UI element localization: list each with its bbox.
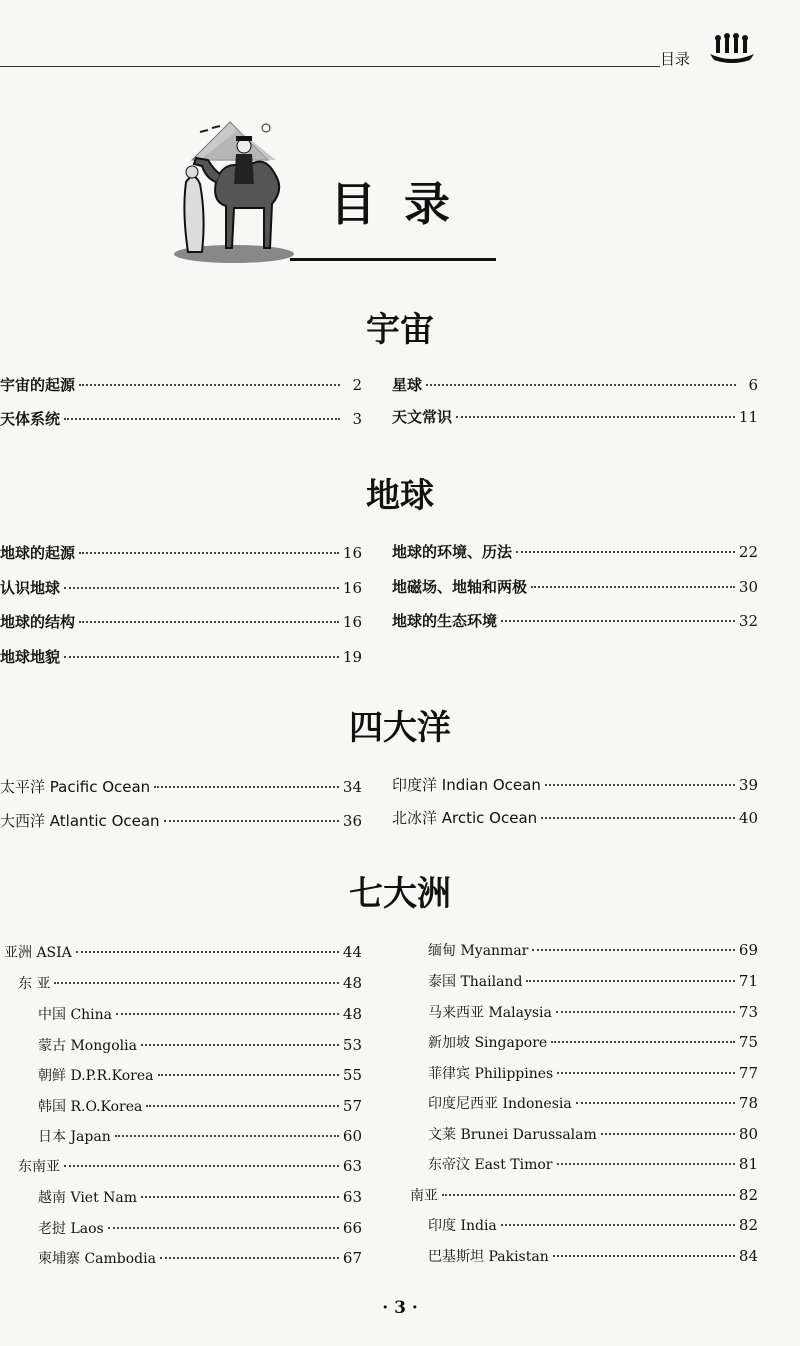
entry-label: 新加坡 Singapore bbox=[428, 1035, 548, 1051]
toc-entry[interactable] bbox=[38, 1248, 362, 1270]
entry-page: 34 bbox=[342, 778, 362, 796]
entry-label: 南亚 bbox=[410, 1188, 438, 1204]
entry-page: 36 bbox=[342, 812, 362, 830]
entry-page: 82 bbox=[738, 1186, 758, 1204]
entry-label: 缅甸 Myanmar bbox=[428, 943, 529, 959]
entry-label: 地球的起源 bbox=[0, 544, 76, 562]
entry-label: 日本 Japan bbox=[38, 1129, 111, 1145]
entry-page: 53 bbox=[342, 1036, 362, 1054]
dot-leader bbox=[551, 1041, 735, 1043]
toc-entry[interactable] bbox=[428, 1124, 758, 1146]
toc-entry[interactable] bbox=[428, 1002, 758, 1024]
dot-leader bbox=[164, 820, 339, 822]
toc-entry[interactable] bbox=[392, 576, 758, 598]
entry-label: 文莱 Brunei Darussalam bbox=[428, 1127, 597, 1143]
dot-leader bbox=[141, 1196, 339, 1198]
title-rule bbox=[290, 258, 496, 261]
entry-page: 80 bbox=[738, 1125, 758, 1143]
page-title: 目录 bbox=[330, 177, 478, 231]
dot-leader bbox=[64, 587, 339, 589]
dot-leader bbox=[442, 1194, 735, 1196]
toc-entry[interactable] bbox=[392, 374, 758, 396]
entry-page: 69 bbox=[738, 941, 758, 959]
entry-page: 19 bbox=[342, 648, 362, 666]
entry-page: 30 bbox=[738, 578, 758, 596]
entry-page: 77 bbox=[738, 1064, 758, 1082]
dot-leader bbox=[79, 552, 339, 554]
dot-leader bbox=[64, 656, 339, 658]
entry-label: 印度洋 Indian Ocean bbox=[392, 776, 541, 794]
entry-label: 韩国 R.O.Korea bbox=[38, 1099, 143, 1115]
toc-entry[interactable] bbox=[0, 577, 362, 599]
toc-entry[interactable] bbox=[0, 611, 362, 633]
boat-people-icon bbox=[708, 30, 756, 64]
entry-label: 天文常识 bbox=[392, 408, 453, 426]
toc-entry[interactable] bbox=[0, 408, 362, 430]
entry-page: 32 bbox=[738, 612, 758, 630]
entry-page: 60 bbox=[342, 1127, 362, 1145]
section-heading-universe: 宇宙 bbox=[366, 310, 434, 350]
dot-leader bbox=[79, 621, 339, 623]
running-header-label: 目录 bbox=[660, 50, 691, 68]
toc-entry[interactable] bbox=[410, 1185, 758, 1207]
entry-page: 55 bbox=[342, 1066, 362, 1084]
entry-label: 北冰洋 Arctic Ocean bbox=[392, 809, 538, 827]
toc-entry[interactable] bbox=[392, 774, 758, 796]
toc-entry[interactable] bbox=[38, 1004, 362, 1026]
dot-leader bbox=[146, 1105, 339, 1107]
entry-label: 地球的生态环境 bbox=[392, 612, 498, 630]
toc-entry[interactable] bbox=[428, 940, 758, 962]
toc-entry[interactable] bbox=[428, 1063, 758, 1085]
toc-entry[interactable] bbox=[0, 776, 362, 798]
entry-label: 星球 bbox=[392, 376, 423, 394]
dot-leader bbox=[108, 1227, 339, 1229]
toc-entry[interactable] bbox=[428, 1032, 758, 1054]
entry-page: 48 bbox=[342, 1005, 362, 1023]
entry-page: 16 bbox=[342, 613, 362, 631]
dot-leader bbox=[160, 1257, 339, 1259]
toc-entry[interactable] bbox=[38, 1035, 362, 1057]
toc-entry[interactable] bbox=[18, 973, 362, 995]
entry-label: 中国 China bbox=[38, 1007, 113, 1023]
entry-label: 朝鲜 D.P.R.Korea bbox=[38, 1068, 154, 1084]
toc-entry[interactable] bbox=[428, 1246, 758, 1268]
dot-leader bbox=[576, 1102, 735, 1104]
entry-page: 16 bbox=[342, 544, 362, 562]
entry-page: 16 bbox=[342, 579, 362, 597]
entry-label: 地球的结构 bbox=[0, 613, 76, 631]
entry-page: 75 bbox=[738, 1033, 758, 1051]
entry-page: 66 bbox=[342, 1219, 362, 1237]
dot-leader bbox=[141, 1044, 339, 1046]
dot-leader bbox=[456, 416, 735, 418]
entry-label: 马来西亚 Malaysia bbox=[428, 1005, 552, 1021]
toc-entry[interactable] bbox=[38, 1065, 362, 1087]
toc-entry[interactable] bbox=[428, 1093, 758, 1115]
entry-label: 地球地貌 bbox=[0, 648, 61, 666]
dot-leader bbox=[115, 1135, 339, 1137]
entry-label: 印度尼西亚 Indonesia bbox=[428, 1096, 572, 1112]
entry-label: 认识地球 bbox=[0, 579, 61, 597]
entry-page: 82 bbox=[738, 1216, 758, 1234]
entry-label: 蒙古 Mongolia bbox=[38, 1038, 137, 1054]
entry-label: 老挝 Laos bbox=[38, 1221, 104, 1237]
dot-leader bbox=[64, 1165, 339, 1167]
entry-label: 太平洋 Pacific Ocean bbox=[0, 778, 151, 796]
toc-entry[interactable] bbox=[392, 406, 758, 428]
dot-leader bbox=[501, 620, 735, 622]
entry-label: 泰国 Thailand bbox=[428, 974, 523, 990]
dot-leader bbox=[532, 949, 735, 951]
entry-page: 67 bbox=[342, 1249, 362, 1267]
entry-label: 大西洋 Atlantic Ocean bbox=[0, 812, 160, 830]
toc-entry[interactable] bbox=[392, 807, 758, 829]
entry-page: 39 bbox=[738, 776, 758, 794]
entry-page: 44 bbox=[342, 943, 362, 961]
toc-entry[interactable] bbox=[428, 1215, 758, 1237]
section-heading-continents: 七大洲 bbox=[349, 874, 451, 914]
toc-entry[interactable] bbox=[428, 1154, 758, 1176]
entry-page: 71 bbox=[738, 972, 758, 990]
dot-leader bbox=[426, 384, 736, 386]
entry-label: 菲律宾 Philippines bbox=[428, 1066, 554, 1082]
entry-label: 东南亚 bbox=[18, 1159, 60, 1175]
entry-page: 40 bbox=[738, 809, 758, 827]
section-heading-oceans: 四大洋 bbox=[349, 708, 451, 748]
dot-leader bbox=[79, 384, 340, 386]
dot-leader bbox=[516, 551, 735, 553]
dot-leader bbox=[545, 784, 735, 786]
entry-page: 57 bbox=[342, 1097, 362, 1115]
entry-page: 78 bbox=[738, 1094, 758, 1112]
toc-entry[interactable] bbox=[0, 646, 362, 668]
entry-label: 巴基斯坦 Pakistan bbox=[428, 1249, 549, 1265]
toc-entry[interactable] bbox=[38, 1096, 362, 1118]
entry-label: 天体系统 bbox=[0, 410, 61, 428]
entry-page: 84 bbox=[738, 1247, 758, 1265]
toc-entry[interactable] bbox=[4, 942, 362, 964]
toc-entry[interactable] bbox=[392, 541, 758, 563]
dot-leader bbox=[557, 1163, 735, 1165]
entry-label: 柬埔寨 Cambodia bbox=[38, 1251, 156, 1267]
entry-page: 73 bbox=[738, 1003, 758, 1021]
entry-page: 2 bbox=[352, 376, 362, 394]
dot-leader bbox=[501, 1224, 735, 1226]
dot-leader bbox=[541, 817, 735, 819]
entry-label: 地球的环境、历法 bbox=[392, 543, 513, 561]
entry-page: 63 bbox=[342, 1188, 362, 1206]
page-number: · 3 · bbox=[382, 1298, 418, 1318]
dot-leader bbox=[531, 586, 735, 588]
dot-leader bbox=[54, 982, 338, 984]
toc-entry[interactable] bbox=[38, 1126, 362, 1148]
entry-page: 63 bbox=[342, 1157, 362, 1175]
dot-leader bbox=[154, 786, 339, 788]
toc-entry[interactable] bbox=[38, 1187, 362, 1209]
entry-label: 地磁场、地轴和两极 bbox=[392, 578, 528, 596]
entry-label: 越南 Viet Nam bbox=[38, 1190, 138, 1206]
toc-entry[interactable] bbox=[0, 542, 362, 564]
dot-leader bbox=[526, 980, 734, 982]
dot-leader bbox=[557, 1072, 735, 1074]
dot-leader bbox=[158, 1074, 339, 1076]
camel-rider-illustration bbox=[172, 112, 302, 264]
toc-entry[interactable] bbox=[38, 1218, 362, 1240]
dot-leader bbox=[64, 418, 340, 420]
entry-label: 亚洲 ASIA bbox=[4, 945, 72, 961]
entry-label: 东 亚 bbox=[18, 976, 51, 992]
entry-page: 3 bbox=[352, 410, 362, 428]
section-heading-earth: 地球 bbox=[366, 476, 434, 516]
dot-leader bbox=[76, 951, 339, 953]
toc-entry[interactable] bbox=[18, 1156, 362, 1178]
entry-page: 22 bbox=[738, 543, 758, 561]
dot-leader bbox=[556, 1011, 735, 1013]
toc-entry[interactable] bbox=[0, 810, 362, 832]
entry-label: 东帝汶 East Timor bbox=[428, 1157, 553, 1173]
header-rule bbox=[0, 66, 660, 67]
entry-label: 宇宙的起源 bbox=[0, 376, 76, 394]
toc-entry[interactable] bbox=[428, 971, 758, 993]
toc-entry[interactable] bbox=[0, 374, 362, 396]
toc-entry[interactable] bbox=[392, 610, 758, 632]
entry-page: 6 bbox=[748, 376, 758, 394]
entry-page: 48 bbox=[342, 974, 362, 992]
dot-leader bbox=[553, 1255, 735, 1257]
dot-leader bbox=[116, 1013, 339, 1015]
dot-leader bbox=[601, 1133, 735, 1135]
entry-page: 11 bbox=[738, 408, 758, 426]
entry-page: 81 bbox=[738, 1155, 758, 1173]
entry-label: 印度 India bbox=[428, 1218, 497, 1234]
